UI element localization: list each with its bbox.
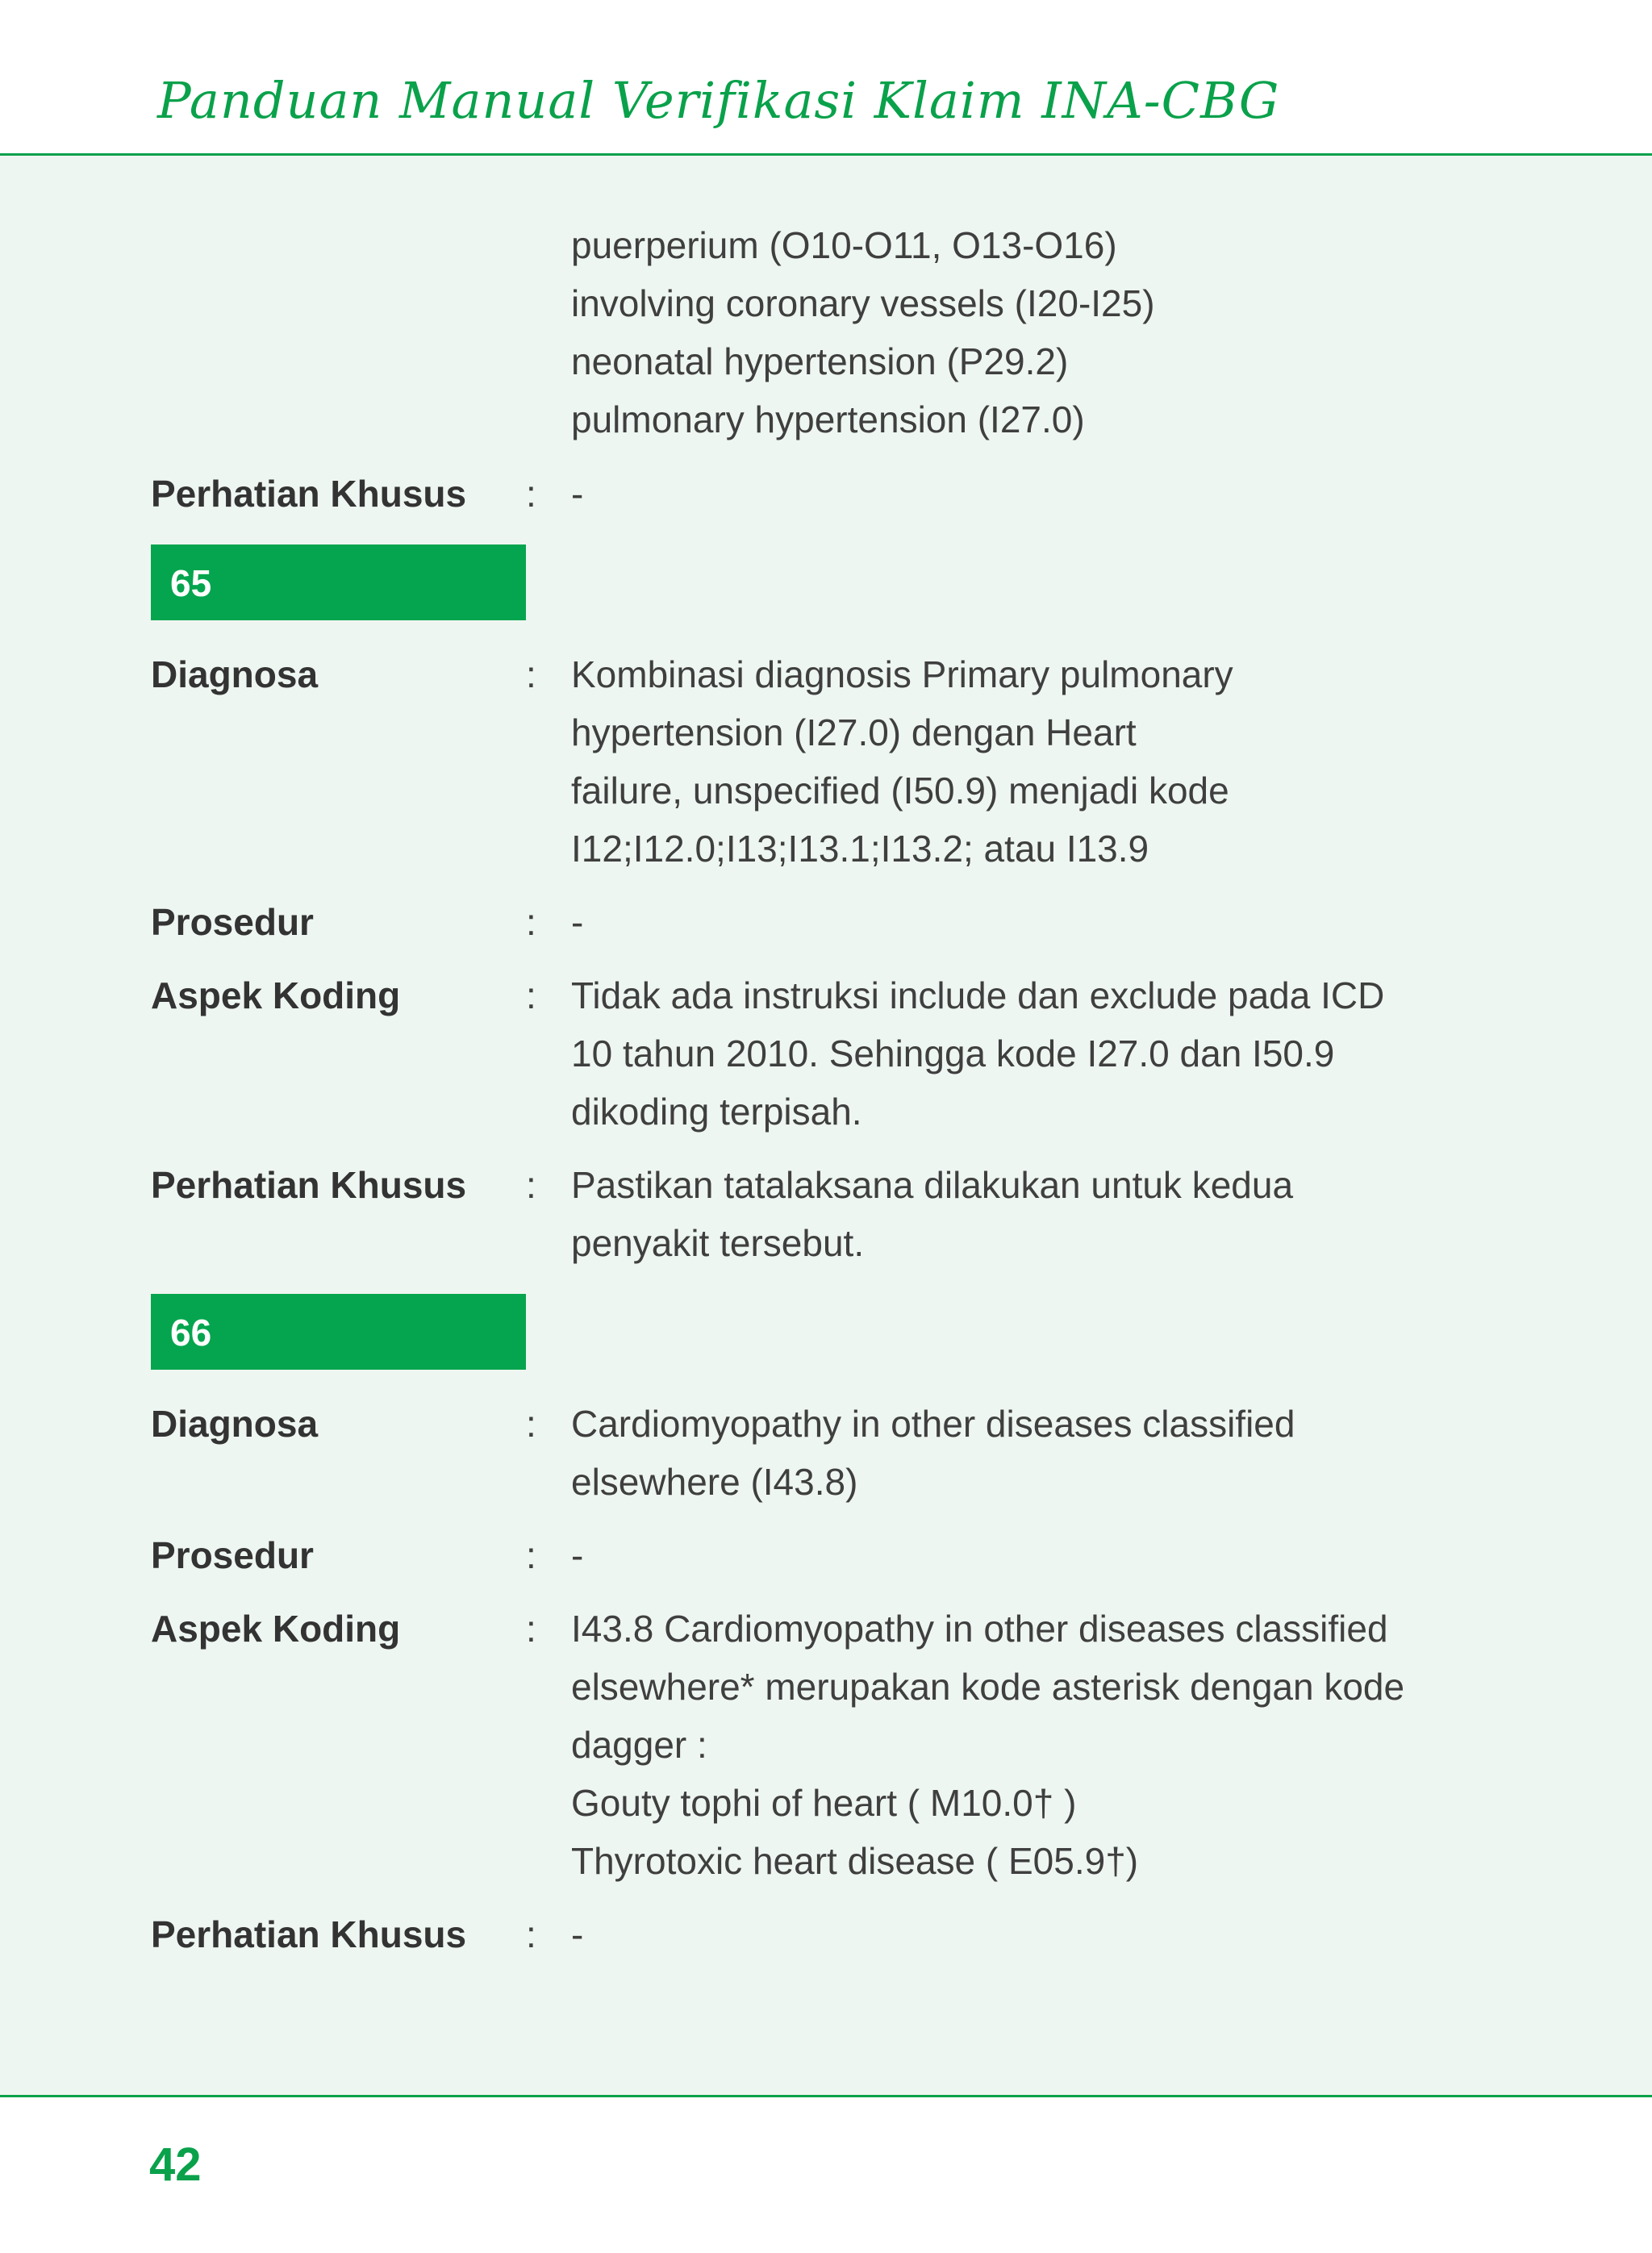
perhatian-khusus-label: Perhatian Khusus [151,473,467,515]
entry-number: 66 [170,1312,212,1354]
prosedur-value: - [571,1534,584,1576]
perhatian-khusus-label: Perhatian Khusus [151,1164,467,1206]
diagnosa-line: Cardiomyopathy in other diseases classified [571,1403,1295,1445]
aspek-koding-label: Aspek Koding [151,1608,401,1650]
aspek-koding-line: 10 tahun 2010. Sehingga kode I27.0 dan I50.9 [571,1033,1335,1074]
aspek-koding-line: elsewhere* merupakan kode asterisk dengan kode [571,1666,1405,1708]
aspek-koding-line: I43.8 Cardiomyopathy in other diseases classified [571,1608,1388,1650]
colon-separator: : [526,1534,536,1576]
header-title: Panduan Manual Verifikasi Klaim INA-CBG [157,71,1280,130]
continuation-line: neonatal hypertension (P29.2) [571,340,1069,382]
diagnosa-line: Kombinasi diagnosis Primary pulmonary [571,653,1233,695]
perhatian-khusus-line: Pastikan tatalaksana dilakukan untuk kedua [571,1164,1294,1206]
perhatian-khusus-value: - [571,473,584,515]
aspek-koding-line: Gouty tophi of heart ( M10.0† ) [571,1782,1077,1824]
diagnosa-line: failure, unspecified (I50.9) menjadi kode [571,770,1229,811]
continuation-line: involving coronary vessels (I20-I25) [571,282,1155,324]
aspek-koding-line: dagger : [571,1724,707,1766]
diagnosa-line: elsewhere (I43.8) [571,1461,858,1503]
prosedur-value: - [571,901,584,943]
aspek-koding-label: Aspek Koding [151,974,401,1016]
prosedur-label: Prosedur [151,901,314,943]
aspek-koding-line: Tidak ada instruksi include dan exclude pada ICD [571,974,1385,1016]
continuation-line: pulmonary hypertension (I27.0) [571,398,1085,440]
footer-divider [0,2095,1652,2097]
aspek-koding-line: Thyrotoxic heart disease ( E05.9†) [571,1840,1139,1882]
colon-separator: : [526,1403,536,1445]
prosedur-label: Prosedur [151,1534,314,1576]
entry-number: 65 [170,562,212,604]
colon-separator: : [526,1608,536,1650]
entry-number-bar-66 [151,1294,526,1370]
diagnosa-label: Diagnosa [151,1403,319,1445]
diagnosa-label: Diagnosa [151,653,319,695]
perhatian-khusus-label: Perhatian Khusus [151,1913,467,1955]
colon-separator: : [526,473,536,515]
perhatian-khusus-line: penyakit tersebut. [571,1222,865,1264]
continuation-line: puerperium (O10-O11, O13-O16) [571,224,1117,266]
aspek-koding-line: dikoding terpisah. [571,1091,862,1133]
colon-separator: : [526,974,536,1016]
colon-separator: : [526,1913,536,1955]
colon-separator: : [526,1164,536,1206]
page-number: 42 [149,2138,202,2191]
diagnosa-line: I12;I12.0;I13;I13.1;I13.2; atau I13.9 [571,828,1149,870]
entry-number-bar-65 [151,544,526,620]
perhatian-khusus-value: - [571,1913,584,1955]
diagnosa-line: hypertension (I27.0) dengan Heart [571,711,1137,753]
colon-separator: : [526,901,536,943]
colon-separator: : [526,653,536,695]
page-header [0,0,1652,156]
